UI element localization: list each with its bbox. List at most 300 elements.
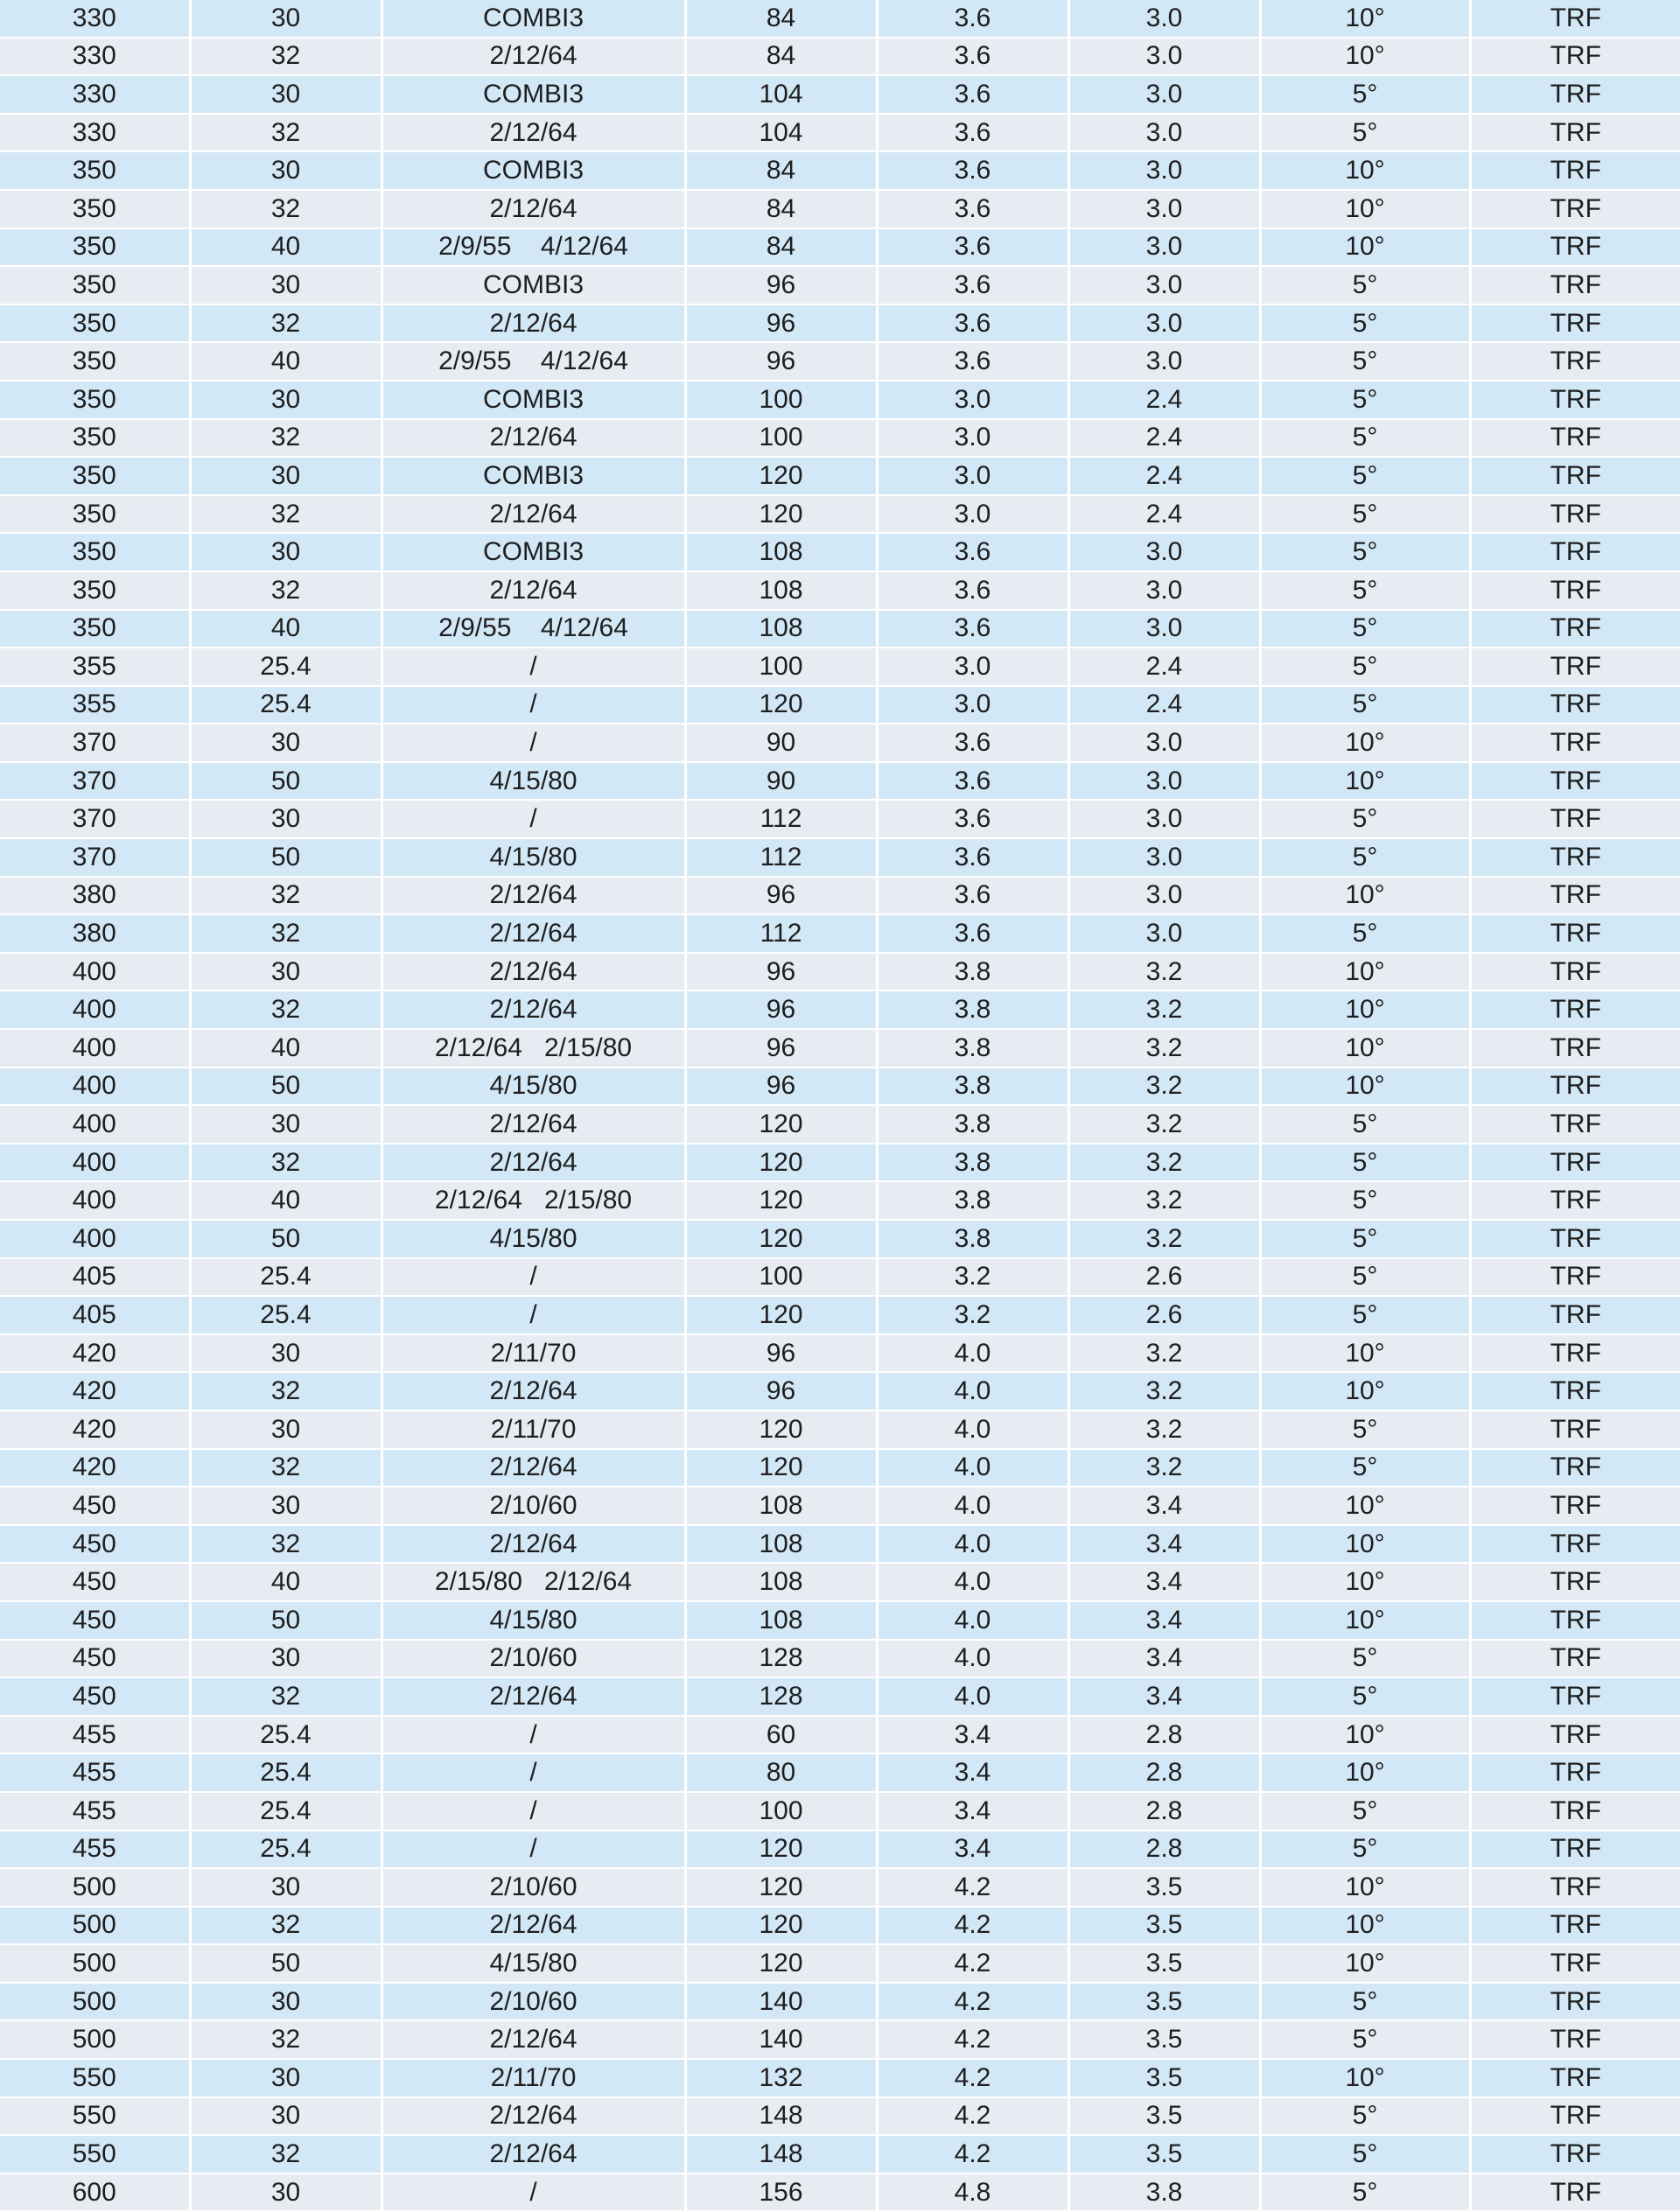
plate-cell: 3.2 xyxy=(1068,1068,1260,1106)
plate-cell: 3.4 xyxy=(1068,1525,1260,1564)
kerf-cell: 3.4 xyxy=(877,1830,1068,1869)
teeth-cell: 120 xyxy=(685,1907,877,1945)
table-row xyxy=(0,1334,1680,1373)
pinhole-cell: 2/12/64 xyxy=(382,877,685,915)
bore-cell: 32 xyxy=(190,914,382,953)
plate-cell: 3.5 xyxy=(1068,2059,1260,2097)
teeth-cell: 84 xyxy=(685,38,877,76)
tooth-type-cell: TRF xyxy=(1470,1487,1680,1525)
table-row xyxy=(0,533,1680,571)
bore-cell: 25.4 xyxy=(190,1258,382,1297)
table-row xyxy=(0,419,1680,458)
tooth-type-cell: TRF xyxy=(1470,190,1680,228)
angle-cell: 10° xyxy=(1260,1029,1470,1068)
tooth-type-cell: TRF xyxy=(1470,762,1680,801)
bore-cell: 32 xyxy=(190,990,382,1029)
teeth-cell: 120 xyxy=(685,1830,877,1869)
tooth-type-cell: TRF xyxy=(1470,228,1680,267)
diameter-cell: 350 xyxy=(0,266,190,304)
angle-cell: 5° xyxy=(1260,1296,1470,1334)
table-row xyxy=(0,0,1680,38)
pinhole-cell: 2/12/64 2/15/80 xyxy=(382,1181,685,1220)
kerf-cell: 4.0 xyxy=(877,1334,1068,1373)
kerf-cell: 3.0 xyxy=(877,495,1068,534)
bore-cell: 40 xyxy=(190,610,382,648)
bore-cell: 32 xyxy=(190,1144,382,1182)
angle-cell: 5° xyxy=(1260,1677,1470,1716)
bore-cell: 40 xyxy=(190,1563,382,1601)
pinhole-cell: 2/12/64 xyxy=(382,419,685,458)
kerf-cell: 3.2 xyxy=(877,1258,1068,1297)
table-row xyxy=(0,914,1680,953)
kerf-cell: 3.0 xyxy=(877,457,1068,495)
angle-cell: 5° xyxy=(1260,1181,1470,1220)
angle-cell: 5° xyxy=(1260,2135,1470,2174)
table-row xyxy=(0,1907,1680,1945)
table-row xyxy=(0,1830,1680,1869)
teeth-cell: 80 xyxy=(685,1754,877,1792)
plate-cell: 3.2 xyxy=(1068,1372,1260,1410)
bore-cell: 32 xyxy=(190,38,382,76)
kerf-cell: 3.2 xyxy=(877,1296,1068,1334)
teeth-cell: 112 xyxy=(685,800,877,838)
pinhole-cell: COMBI3 xyxy=(382,457,685,495)
diameter-cell: 330 xyxy=(0,0,190,38)
bore-cell: 40 xyxy=(190,1181,382,1220)
diameter-cell: 380 xyxy=(0,914,190,953)
angle-cell: 10° xyxy=(1260,1525,1470,1564)
tooth-type-cell: TRF xyxy=(1470,1792,1680,1830)
diameter-cell: 550 xyxy=(0,2135,190,2174)
kerf-cell: 3.4 xyxy=(877,1792,1068,1830)
pinhole-cell: 2/12/64 2/15/80 xyxy=(382,1029,685,1068)
diameter-cell: 400 xyxy=(0,990,190,1029)
bore-cell: 32 xyxy=(190,571,382,610)
pinhole-cell: 2/12/64 xyxy=(382,1525,685,1564)
bore-cell: 40 xyxy=(190,228,382,267)
plate-cell: 2.6 xyxy=(1068,1258,1260,1297)
teeth-cell: 96 xyxy=(685,1372,877,1410)
plate-cell: 2.4 xyxy=(1068,381,1260,419)
diameter-cell: 500 xyxy=(0,1907,190,1945)
tooth-type-cell: TRF xyxy=(1470,838,1680,877)
angle-cell: 5° xyxy=(1260,2097,1470,2136)
pinhole-cell: 2/12/64 xyxy=(382,914,685,953)
kerf-cell: 3.0 xyxy=(877,686,1068,724)
tooth-type-cell: TRF xyxy=(1470,1105,1680,1144)
teeth-cell: 120 xyxy=(685,1296,877,1334)
tooth-type-cell: TRF xyxy=(1470,114,1680,152)
tooth-type-cell: TRF xyxy=(1470,1144,1680,1182)
angle-cell: 5° xyxy=(1260,1792,1470,1830)
kerf-cell: 3.6 xyxy=(877,266,1068,304)
angle-cell: 10° xyxy=(1260,1716,1470,1754)
kerf-cell: 3.6 xyxy=(877,0,1068,38)
table-row xyxy=(0,38,1680,76)
teeth-cell: 96 xyxy=(685,877,877,915)
pinhole-cell: 2/12/64 xyxy=(382,304,685,343)
angle-cell: 5° xyxy=(1260,1983,1470,2021)
pinhole-cell: 2/12/64 xyxy=(382,1372,685,1410)
bore-cell: 25.4 xyxy=(190,686,382,724)
angle-cell: 5° xyxy=(1260,1105,1470,1144)
angle-cell: 10° xyxy=(1260,1068,1470,1106)
plate-cell: 3.0 xyxy=(1068,724,1260,762)
pinhole-cell: COMBI3 xyxy=(382,75,685,114)
tooth-type-cell: TRF xyxy=(1470,648,1680,686)
diameter-cell: 350 xyxy=(0,610,190,648)
table-row xyxy=(0,1944,1680,1983)
teeth-cell: 140 xyxy=(685,1983,877,2021)
bore-cell: 32 xyxy=(190,2135,382,2174)
diameter-cell: 450 xyxy=(0,1563,190,1601)
plate-cell: 3.2 xyxy=(1068,1181,1260,1220)
kerf-cell: 3.6 xyxy=(877,800,1068,838)
diameter-cell: 370 xyxy=(0,800,190,838)
diameter-cell: 370 xyxy=(0,724,190,762)
kerf-cell: 3.6 xyxy=(877,533,1068,571)
diameter-cell: 550 xyxy=(0,2059,190,2097)
angle-cell: 10° xyxy=(1260,990,1470,1029)
tooth-type-cell: TRF xyxy=(1470,1830,1680,1869)
diameter-cell: 350 xyxy=(0,381,190,419)
table-row xyxy=(0,610,1680,648)
teeth-cell: 120 xyxy=(685,457,877,495)
pinhole-cell: / xyxy=(382,686,685,724)
angle-cell: 10° xyxy=(1260,877,1470,915)
table-row xyxy=(0,838,1680,877)
table-row xyxy=(0,1525,1680,1564)
angle-cell: 5° xyxy=(1260,838,1470,877)
plate-cell: 3.5 xyxy=(1068,2135,1260,2174)
bore-cell: 32 xyxy=(190,877,382,915)
tooth-type-cell: TRF xyxy=(1470,495,1680,534)
diameter-cell: 450 xyxy=(0,1640,190,1678)
bore-cell: 32 xyxy=(190,419,382,458)
plate-cell: 3.2 xyxy=(1068,990,1260,1029)
bore-cell: 30 xyxy=(190,0,382,38)
angle-cell: 5° xyxy=(1260,114,1470,152)
kerf-cell: 3.6 xyxy=(877,114,1068,152)
pinhole-cell: 2/15/80 2/12/64 xyxy=(382,1563,685,1601)
diameter-cell: 400 xyxy=(0,1144,190,1182)
teeth-cell: 140 xyxy=(685,2020,877,2059)
table-row xyxy=(0,75,1680,114)
plate-cell: 3.2 xyxy=(1068,953,1260,991)
table-row xyxy=(0,2174,1680,2212)
kerf-cell: 3.0 xyxy=(877,648,1068,686)
pinhole-cell: / xyxy=(382,1716,685,1754)
tooth-type-cell: TRF xyxy=(1470,1677,1680,1716)
table-row xyxy=(0,304,1680,343)
teeth-cell: 96 xyxy=(685,990,877,1029)
bore-cell: 30 xyxy=(190,1640,382,1678)
diameter-cell: 350 xyxy=(0,190,190,228)
teeth-cell: 100 xyxy=(685,419,877,458)
kerf-cell: 3.6 xyxy=(877,75,1068,114)
angle-cell: 5° xyxy=(1260,1640,1470,1678)
angle-cell: 5° xyxy=(1260,457,1470,495)
angle-cell: 5° xyxy=(1260,610,1470,648)
bore-cell: 30 xyxy=(190,533,382,571)
table-row xyxy=(0,190,1680,228)
bore-cell: 30 xyxy=(190,151,382,190)
teeth-cell: 120 xyxy=(685,1144,877,1182)
plate-cell: 2.4 xyxy=(1068,419,1260,458)
diameter-cell: 400 xyxy=(0,1105,190,1144)
pinhole-cell: / xyxy=(382,1830,685,1869)
plate-cell: 3.0 xyxy=(1068,190,1260,228)
kerf-cell: 3.8 xyxy=(877,1029,1068,1068)
bore-cell: 30 xyxy=(190,800,382,838)
teeth-cell: 108 xyxy=(685,1487,877,1525)
bore-cell: 32 xyxy=(190,190,382,228)
kerf-cell: 3.4 xyxy=(877,1754,1068,1792)
teeth-cell: 96 xyxy=(685,266,877,304)
teeth-cell: 96 xyxy=(685,1029,877,1068)
angle-cell: 10° xyxy=(1260,1487,1470,1525)
diameter-cell: 450 xyxy=(0,1487,190,1525)
plate-cell: 3.4 xyxy=(1068,1601,1260,1640)
diameter-cell: 330 xyxy=(0,38,190,76)
pinhole-cell: / xyxy=(382,1792,685,1830)
diameter-cell: 350 xyxy=(0,304,190,343)
tooth-type-cell: TRF xyxy=(1470,1640,1680,1678)
plate-cell: 3.2 xyxy=(1068,1449,1260,1488)
kerf-cell: 3.0 xyxy=(877,381,1068,419)
table-row xyxy=(0,2020,1680,2059)
bore-cell: 32 xyxy=(190,1525,382,1564)
teeth-cell: 108 xyxy=(685,533,877,571)
pinhole-cell: / xyxy=(382,1296,685,1334)
tooth-type-cell: TRF xyxy=(1470,724,1680,762)
tooth-type-cell: TRF xyxy=(1470,610,1680,648)
angle-cell: 5° xyxy=(1260,800,1470,838)
bore-cell: 50 xyxy=(190,1601,382,1640)
kerf-cell: 3.6 xyxy=(877,38,1068,76)
table-row xyxy=(0,2135,1680,2174)
plate-cell: 3.0 xyxy=(1068,610,1260,648)
teeth-cell: 108 xyxy=(685,571,877,610)
bore-cell: 30 xyxy=(190,266,382,304)
plate-cell: 3.0 xyxy=(1068,114,1260,152)
tooth-type-cell: TRF xyxy=(1470,1944,1680,1983)
diameter-cell: 500 xyxy=(0,1944,190,1983)
kerf-cell: 4.2 xyxy=(877,1907,1068,1945)
teeth-cell: 120 xyxy=(685,1181,877,1220)
angle-cell: 5° xyxy=(1260,1220,1470,1258)
teeth-cell: 96 xyxy=(685,304,877,343)
table-row xyxy=(0,686,1680,724)
diameter-cell: 450 xyxy=(0,1601,190,1640)
kerf-cell: 3.6 xyxy=(877,342,1068,381)
bore-cell: 30 xyxy=(190,381,382,419)
tooth-type-cell: TRF xyxy=(1470,266,1680,304)
diameter-cell: 350 xyxy=(0,571,190,610)
table-row xyxy=(0,1563,1680,1601)
kerf-cell: 4.2 xyxy=(877,1944,1068,1983)
bore-cell: 32 xyxy=(190,1449,382,1488)
plate-cell: 3.2 xyxy=(1068,1105,1260,1144)
angle-cell: 5° xyxy=(1260,1144,1470,1182)
teeth-cell: 120 xyxy=(685,1944,877,1983)
teeth-cell: 128 xyxy=(685,1677,877,1716)
table-row xyxy=(0,724,1680,762)
bore-cell: 25.4 xyxy=(190,1716,382,1754)
pinhole-cell: 2/12/64 xyxy=(382,1105,685,1144)
pinhole-cell: 2/10/60 xyxy=(382,1640,685,1678)
kerf-cell: 4.2 xyxy=(877,2059,1068,2097)
tooth-type-cell: TRF xyxy=(1470,533,1680,571)
tooth-type-cell: TRF xyxy=(1470,1563,1680,1601)
kerf-cell: 4.0 xyxy=(877,1601,1068,1640)
pinhole-cell: 2/9/55 4/12/64 xyxy=(382,610,685,648)
bore-cell: 25.4 xyxy=(190,1296,382,1334)
table-row xyxy=(0,2097,1680,2136)
tooth-type-cell: TRF xyxy=(1470,914,1680,953)
tooth-type-cell: TRF xyxy=(1470,1449,1680,1488)
pinhole-cell: 2/9/55 4/12/64 xyxy=(382,228,685,267)
teeth-cell: 60 xyxy=(685,1716,877,1754)
angle-cell: 5° xyxy=(1260,571,1470,610)
diameter-cell: 455 xyxy=(0,1830,190,1869)
pinhole-cell: COMBI3 xyxy=(382,151,685,190)
kerf-cell: 4.0 xyxy=(877,1677,1068,1716)
pinhole-cell: / xyxy=(382,1258,685,1297)
tooth-type-cell: TRF xyxy=(1470,1525,1680,1564)
teeth-cell: 120 xyxy=(685,1410,877,1449)
tooth-type-cell: TRF xyxy=(1470,1716,1680,1754)
pinhole-cell: COMBI3 xyxy=(382,533,685,571)
diameter-cell: 400 xyxy=(0,1181,190,1220)
bore-cell: 50 xyxy=(190,1944,382,1983)
teeth-cell: 120 xyxy=(685,1105,877,1144)
bore-cell: 32 xyxy=(190,2020,382,2059)
kerf-cell: 4.2 xyxy=(877,2020,1068,2059)
bore-cell: 25.4 xyxy=(190,648,382,686)
table-row xyxy=(0,953,1680,991)
tooth-type-cell: TRF xyxy=(1470,38,1680,76)
teeth-cell: 128 xyxy=(685,1640,877,1678)
plate-cell: 3.5 xyxy=(1068,1983,1260,2021)
plate-cell: 2.4 xyxy=(1068,648,1260,686)
tooth-type-cell: TRF xyxy=(1470,342,1680,381)
pinhole-cell: 2/12/64 xyxy=(382,2097,685,2136)
teeth-cell: 120 xyxy=(685,686,877,724)
tooth-type-cell: TRF xyxy=(1470,877,1680,915)
plate-cell: 2.8 xyxy=(1068,1754,1260,1792)
pinhole-cell: 2/11/70 xyxy=(382,2059,685,2097)
table-row xyxy=(0,228,1680,267)
teeth-cell: 100 xyxy=(685,1258,877,1297)
kerf-cell: 3.6 xyxy=(877,571,1068,610)
teeth-cell: 84 xyxy=(685,228,877,267)
kerf-cell: 4.0 xyxy=(877,1563,1068,1601)
angle-cell: 10° xyxy=(1260,151,1470,190)
angle-cell: 5° xyxy=(1260,1449,1470,1488)
bore-cell: 32 xyxy=(190,1372,382,1410)
angle-cell: 5° xyxy=(1260,2174,1470,2212)
tooth-type-cell: TRF xyxy=(1470,1220,1680,1258)
pinhole-cell: / xyxy=(382,648,685,686)
pinhole-cell: 2/12/64 xyxy=(382,1677,685,1716)
table-row xyxy=(0,1792,1680,1830)
table-row xyxy=(0,1601,1680,1640)
diameter-cell: 420 xyxy=(0,1449,190,1488)
angle-cell: 10° xyxy=(1260,1868,1470,1907)
plate-cell: 3.0 xyxy=(1068,342,1260,381)
plate-cell: 3.0 xyxy=(1068,75,1260,114)
pinhole-cell: 2/12/64 xyxy=(382,1907,685,1945)
tooth-type-cell: TRF xyxy=(1470,2059,1680,2097)
kerf-cell: 4.0 xyxy=(877,1372,1068,1410)
teeth-cell: 108 xyxy=(685,610,877,648)
angle-cell: 10° xyxy=(1260,1754,1470,1792)
angle-cell: 5° xyxy=(1260,648,1470,686)
kerf-cell: 3.8 xyxy=(877,953,1068,991)
diameter-cell: 400 xyxy=(0,953,190,991)
diameter-cell: 355 xyxy=(0,686,190,724)
bore-cell: 50 xyxy=(190,1220,382,1258)
diameter-cell: 350 xyxy=(0,495,190,534)
bore-cell: 30 xyxy=(190,1868,382,1907)
plate-cell: 2.4 xyxy=(1068,495,1260,534)
angle-cell: 10° xyxy=(1260,1601,1470,1640)
plate-cell: 3.5 xyxy=(1068,2020,1260,2059)
diameter-cell: 350 xyxy=(0,457,190,495)
angle-cell: 5° xyxy=(1260,1258,1470,1297)
kerf-cell: 4.0 xyxy=(877,1449,1068,1488)
table-row xyxy=(0,1181,1680,1220)
tooth-type-cell: TRF xyxy=(1470,1410,1680,1449)
kerf-cell: 4.0 xyxy=(877,1640,1068,1678)
kerf-cell: 3.6 xyxy=(877,877,1068,915)
plate-cell: 3.2 xyxy=(1068,1334,1260,1373)
diameter-cell: 400 xyxy=(0,1068,190,1106)
teeth-cell: 148 xyxy=(685,2097,877,2136)
angle-cell: 5° xyxy=(1260,342,1470,381)
pinhole-cell: 2/12/64 xyxy=(382,1144,685,1182)
angle-cell: 5° xyxy=(1260,419,1470,458)
teeth-cell: 90 xyxy=(685,724,877,762)
pinhole-cell: 4/15/80 xyxy=(382,1220,685,1258)
angle-cell: 10° xyxy=(1260,1334,1470,1373)
table-row xyxy=(0,1029,1680,1068)
kerf-cell: 4.2 xyxy=(877,2097,1068,2136)
kerf-cell: 3.6 xyxy=(877,151,1068,190)
diameter-cell: 455 xyxy=(0,1754,190,1792)
tooth-type-cell: TRF xyxy=(1470,1868,1680,1907)
bore-cell: 50 xyxy=(190,838,382,877)
diameter-cell: 405 xyxy=(0,1296,190,1334)
table-row xyxy=(0,1716,1680,1754)
angle-cell: 5° xyxy=(1260,533,1470,571)
pinhole-cell: COMBI3 xyxy=(382,266,685,304)
teeth-cell: 100 xyxy=(685,1792,877,1830)
tooth-type-cell: TRF xyxy=(1470,2020,1680,2059)
table-row xyxy=(0,1983,1680,2021)
bore-cell: 40 xyxy=(190,1029,382,1068)
tooth-type-cell: TRF xyxy=(1470,571,1680,610)
table-row xyxy=(0,1068,1680,1106)
teeth-cell: 120 xyxy=(685,1868,877,1907)
plate-cell: 3.0 xyxy=(1068,571,1260,610)
table-row xyxy=(0,1105,1680,1144)
tooth-type-cell: TRF xyxy=(1470,419,1680,458)
pinhole-cell: COMBI3 xyxy=(382,381,685,419)
diameter-cell: 350 xyxy=(0,342,190,381)
pinhole-cell: 2/12/64 xyxy=(382,38,685,76)
